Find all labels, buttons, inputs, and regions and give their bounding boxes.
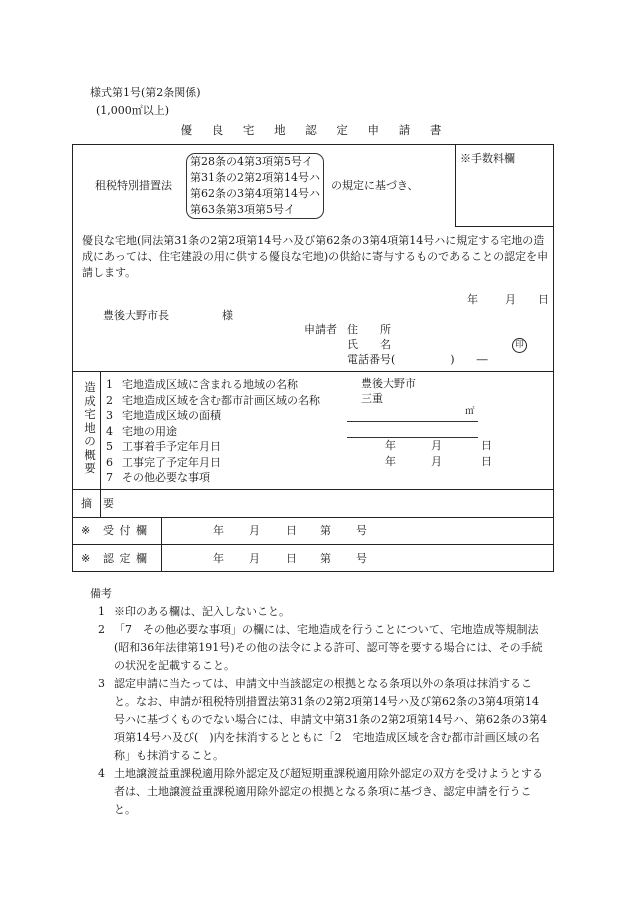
summary-label: 摘 要: [81, 497, 114, 510]
end-year: 年: [385, 455, 396, 468]
date-month: 月: [505, 293, 516, 306]
article-item: 第63条第3項第5号イ: [190, 203, 295, 216]
end-month: 月: [431, 455, 442, 468]
basis-suffix: の規定に基づき、: [331, 179, 419, 192]
rule-overview-top: [72, 371, 554, 372]
reception-dai: 第: [320, 524, 331, 537]
approval-dai: 第: [320, 552, 331, 565]
reception-gou: 号: [356, 524, 367, 537]
rule-approval-top: [72, 544, 554, 545]
approval-day: 日: [286, 552, 297, 565]
reception-label: 受 付 欄: [103, 524, 148, 537]
application-text: 優良な宅地(同法第31条の2第2項第14号ハ及び第62条の3第4項第14号ハに規定する宅地の造成にあっては、住宅建設の用に供する優良な宅地)の供給に寄与するものであることの認定を申請します。: [82, 234, 549, 279]
use-underline: [347, 437, 478, 438]
applicant-label: 申請者: [304, 323, 337, 336]
article-item: 第28条の4第3項第5号イ: [190, 155, 313, 168]
note-item: 4 土地譲渡益重課税適用除外認定及び超短期重課税適用除外認定の双方を受けようとする者は、土地譲渡益重課税適用除外認定の根拠となる条項に基づき、認定申請を行うこと。: [98, 767, 543, 816]
applicant-name-label: 氏 名: [347, 338, 391, 351]
overview-item: 1 宅地造成区域に含まれる地域の名称: [106, 378, 298, 391]
reception-mark: ※: [81, 524, 91, 537]
addressee-honorific: 様: [222, 309, 233, 322]
end-day: 日: [481, 455, 492, 468]
approval-gou: 号: [356, 552, 367, 565]
approval-label: 認 定 欄: [103, 552, 148, 565]
area-underline: [347, 421, 478, 422]
reception-year: 年: [213, 524, 224, 537]
approval-month: 月: [249, 552, 260, 565]
overview-item: 2 宅地造成区域を含む都市計画区域の名称: [106, 393, 320, 407]
rule-reception-top: [72, 517, 554, 518]
fee-box-divider: [455, 144, 456, 227]
applicant-phone-label: 電話番号( ) ―: [347, 353, 488, 366]
date-day: 日: [538, 293, 549, 306]
seal-mark: 印: [512, 338, 527, 353]
article-item: 第31条の2第2項第14号ハ: [190, 171, 320, 184]
form-number: 様式第1号(第2条関係): [90, 86, 201, 99]
date-year: 年: [467, 293, 478, 306]
start-year: 年: [385, 439, 396, 452]
note-item: 1 ※印のある欄は、記入しないこと。: [98, 605, 290, 618]
fee-box-label: ※手数料欄: [460, 152, 515, 165]
overview-item: 3 宅地造成区域の面積: [106, 409, 221, 422]
approval-year: 年: [213, 552, 224, 565]
article-item: 第62条の3第4項第14号ハ: [190, 187, 320, 200]
document-title: 優 良 宅 地 認 定 申 請 書: [180, 123, 450, 137]
overview-item: 7 その他必要な事項: [106, 471, 210, 484]
applicant-address-label: 住 所: [347, 323, 391, 336]
fee-box-bottom: [455, 226, 554, 227]
notes-section: [86, 585, 548, 819]
overview-value-area-unit: ㎡: [465, 406, 475, 417]
reception-day: 日: [286, 524, 297, 537]
note-item: 3 認定申請に当たっては、申請文中当該認定の根拠となる条項以外の条項は抹消すること。なお、申請が租税特別措置法第31条の2第2項第14号ハ及び第62条の3第4項第14号ハに基づくものでない場合には、申請文中第31条の2第2項第14号ハ、第62条の3第4項第14号ハ及び( )内を抹消するとともに「2 宅地造成区域を含む都市計画区域の名称」も抹消すること。: [98, 677, 547, 762]
notes-heading: 備考: [90, 587, 112, 600]
rule-label-column: [100, 371, 101, 518]
overview-section-label: 造成宅地の概要: [84, 380, 96, 475]
rule-stamp-column: [161, 517, 162, 572]
overview-value-region: 豊後大野市: [361, 377, 416, 390]
start-month: 月: [431, 439, 442, 452]
overview-item: 5 工事着手予定年月日: [106, 440, 221, 453]
approval-mark: ※: [81, 552, 91, 565]
rule-summary-top: [72, 489, 554, 490]
overview-item: 6 工事完了予定年月日: [106, 455, 221, 469]
law-label: 租税特別措置法: [95, 179, 172, 192]
overview-items: [106, 377, 320, 486]
article-list: [190, 154, 320, 218]
overview-value-city-plan: 三重: [361, 392, 383, 405]
note-item: 2 「7 その他必要な事項」の欄には、宅地造成を行うことについて、宅地造成等規制法(昭和36年法律第191号)その他の法令による許可、認可等を要する場合には、その手続の状況を記載すること。: [98, 623, 543, 672]
reception-month: 月: [249, 524, 260, 537]
overview-item: 4 宅地の用途: [106, 424, 177, 438]
addressee-name: 豊後大野市長: [103, 309, 169, 322]
start-day: 日: [481, 439, 492, 452]
area-note: (1,000㎡以上): [96, 104, 170, 117]
